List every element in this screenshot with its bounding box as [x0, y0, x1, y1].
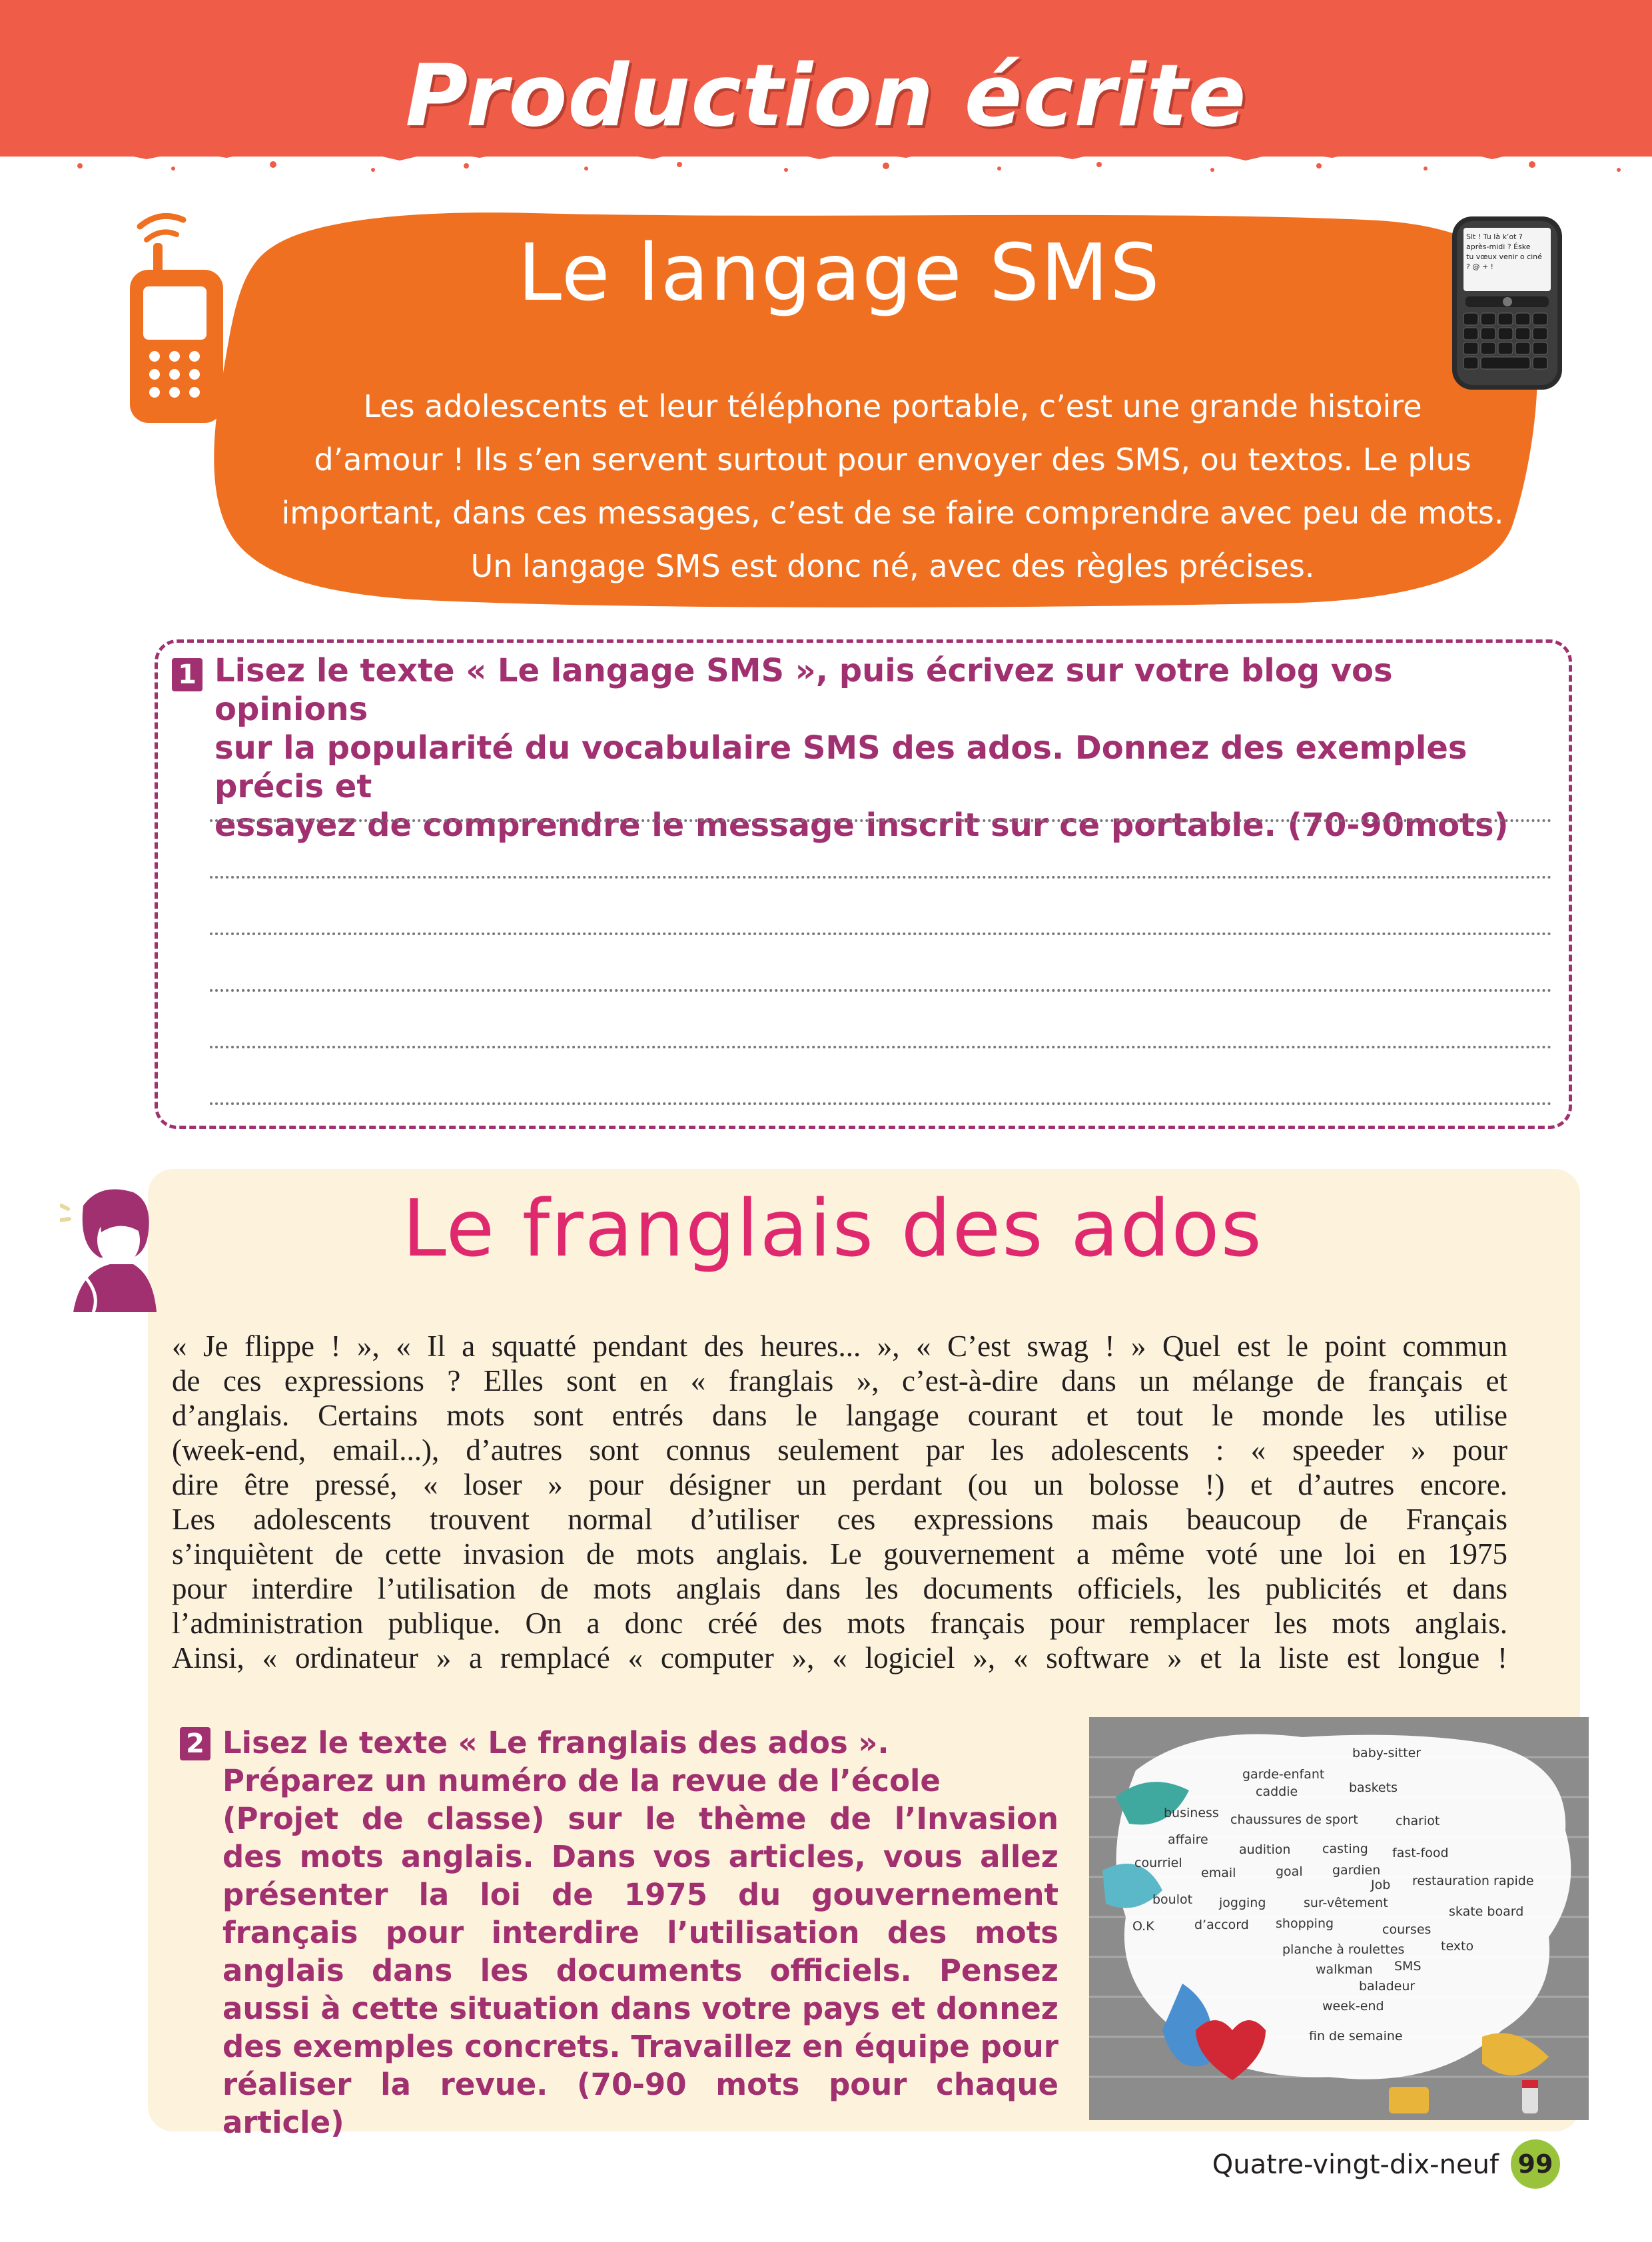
mobile-phone-icon	[120, 206, 233, 426]
graffiti-word: d’accord	[1194, 1918, 1249, 1932]
page-number-words: Quatre-vingt-dix-neuf	[1212, 2149, 1499, 2180]
graffiti-word: courses	[1382, 1922, 1432, 1937]
blackberry-phone-image	[1449, 213, 1565, 393]
franglais-paragraph: « Je flippe ! », « Il a squatté pendant des heures... », « C’est swag ! » Quel est le point commun de ces expressions ? Elles sont en « franglais », c’est-à-dire dans un mélange de français et d’anglais. Certains mots sont entrés dans le langage courant et tout le monde les utilise (week-end, email...), d’autres sont connus seulement par les adolescents : « speeder » pour dire être pressé, « loser » pour désigner un perdant (ou un bolosse !) et d’autres encore. Les adolescents trouvent normal d’utiliser ces expressions mais beaucoup de Français s’inquiètent de cette invasion de mots anglais. Le gouvernement a même voté une loi en 1975 pour interdire l’utilisation de mots anglais dans les documents officiels, les publicités et dans l’administration publique. On a donc créé des mots français pour remplacer les mots anglais. Ainsi, « ordinateur » a remplacé « computer », « logiciel », « software » et la liste est longue !	[172, 1329, 1507, 1675]
graffiti-word: jogging	[1219, 1896, 1266, 1910]
page-title: Production écrite	[405, 47, 1247, 146]
graffiti-word: walkman	[1316, 1962, 1373, 1977]
graffiti-word: goal	[1276, 1864, 1303, 1879]
franglais-section-title: Le franglais des ados	[402, 1182, 1264, 1274]
exercise-1-number: 1	[172, 658, 203, 691]
graffiti-word: Job	[1371, 1878, 1391, 1892]
exercise-2-instructions: Lisez le texte « Le franglais des ados ». Préparez un numéro de la revue de l’école (Projet de classe) sur le thème de l’Invasion des mots anglais. Dans vos articles, vous allez présenter la loi de 1975 du gouvernement français pour interdire l’utilisation des mots anglais dans les documents officiels. Pensez aussi à cette situation dans votre pays et donnez des exemples concrets. Travaillez en équipe pour réaliser la revue. (70-90 mots pour chaque article)	[222, 1725, 1058, 2140]
graffiti-word: shopping	[1276, 1916, 1334, 1931]
graffiti-wall-illustration	[1089, 1717, 1589, 2120]
graffiti-word: business	[1164, 1806, 1219, 1820]
graffiti-word: fast-food	[1392, 1846, 1449, 1860]
graffiti-word: O.K	[1132, 1919, 1154, 1934]
writing-line[interactable]	[210, 876, 1552, 879]
graffiti-word: baskets	[1349, 1780, 1398, 1795]
graffiti-word: courriel	[1134, 1856, 1182, 1870]
graffiti-word: chaussures de sport	[1230, 1812, 1358, 1827]
writing-line[interactable]	[210, 1046, 1552, 1048]
graffiti-word: audition	[1239, 1842, 1291, 1857]
teen-boy-icon	[60, 1179, 160, 1312]
graffiti-word: sur-vêtement	[1304, 1896, 1388, 1910]
graffiti-word: chariot	[1396, 1814, 1440, 1828]
graffiti-word: texto	[1441, 1939, 1474, 1954]
graffiti-word: planche à roulettes	[1282, 1942, 1405, 1957]
exercise-2-number: 2	[180, 1727, 210, 1760]
graffiti-word: email	[1201, 1866, 1236, 1880]
graffiti-word: baladeur	[1359, 1979, 1416, 1994]
graffiti-word: baby-sitter	[1352, 1746, 1422, 1760]
graffiti-word: skate board	[1449, 1904, 1524, 1919]
graffiti-word: restauration rapide	[1412, 1874, 1534, 1888]
exercise-1-instructions: Lisez le texte « Le langage SMS », puis écrivez sur votre blog vos opinions sur la popularité du vocabulaire SMS des ados. Donnez des exemples précis et essayez de comprendre le message inscrit sur ce portable. (70-90mots)	[214, 652, 1509, 844]
sms-section-title: Le langage SMS	[518, 226, 1161, 318]
graffiti-word: SMS	[1394, 1959, 1422, 1974]
phone-screen-message: Slt ! Tu là k’ot ? après-midi ? Éske tu vœux venir o ciné ? @ + !	[1466, 232, 1542, 271]
graffiti-word: week-end	[1322, 1999, 1384, 2014]
writing-line[interactable]	[210, 989, 1552, 992]
graffiti-word: affaire	[1168, 1832, 1208, 1847]
graffiti-word: casting	[1322, 1842, 1368, 1856]
sms-intro-paragraph: Les adolescents et leur téléphone portable, c’est une grande histoire d’amour ! Ils s’en servent surtout pour envoyer des SMS, ou textos. Le plus important, dans ces messages, c’est de se faire comprendre avec peu de mots. Un langage SMS est donc né, avec des règles précises.	[281, 388, 1504, 584]
writing-line[interactable]	[210, 819, 1552, 822]
graffiti-word: garde-enfant	[1242, 1767, 1325, 1782]
writing-line[interactable]	[210, 1102, 1552, 1105]
writing-line[interactable]	[210, 933, 1552, 935]
page-number-badge: 99	[1511, 2139, 1560, 2189]
graffiti-word: caddie	[1256, 1784, 1298, 1799]
graffiti-word: gardien	[1332, 1863, 1381, 1878]
graffiti-word: fin de semaine	[1309, 2029, 1403, 2044]
graffiti-word: boulot	[1152, 1892, 1193, 1907]
